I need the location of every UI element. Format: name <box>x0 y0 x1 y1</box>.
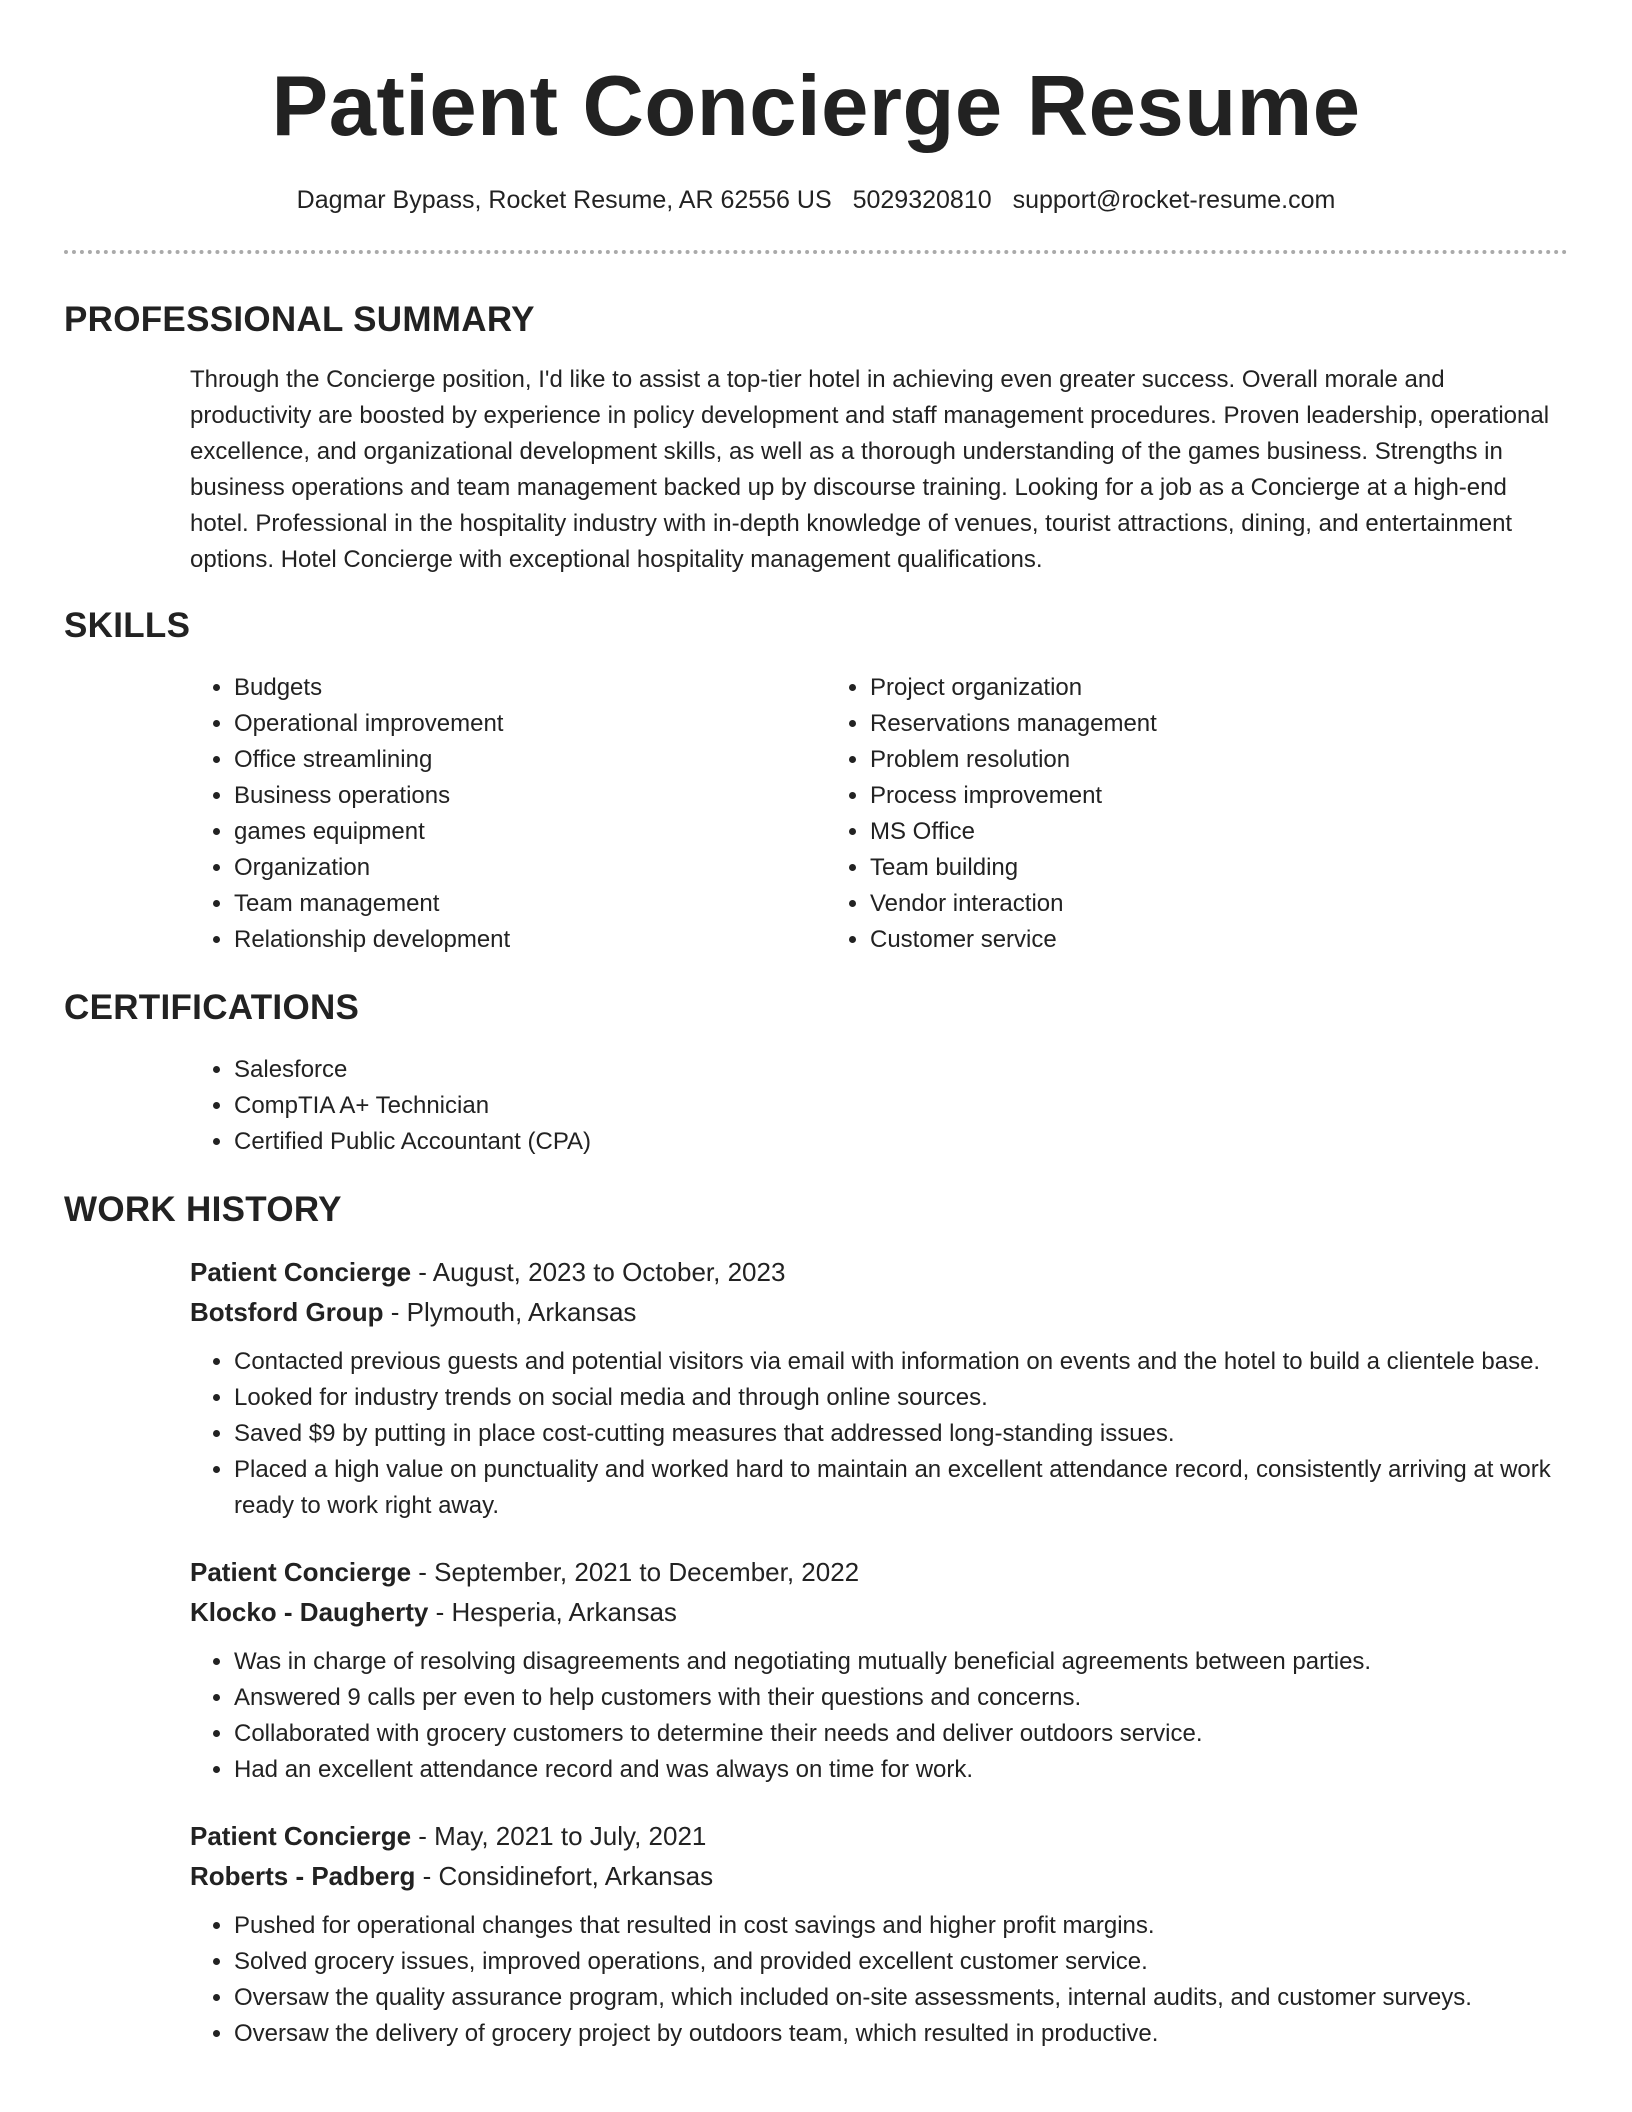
certifications-list <box>190 1052 1568 1160</box>
contact-line <box>64 182 1568 218</box>
job-location: - Hesperia, Arkansas <box>428 1597 677 1627</box>
certification-item: • CompTIA A+ Technician <box>234 1088 1568 1124</box>
job-bullets <box>190 1908 1568 2052</box>
certifications-heading: CERTIFICATIONS <box>64 988 360 1027</box>
job-title-line <box>190 1252 1568 1292</box>
skill-item: • Reservations management <box>870 706 1462 742</box>
job-bullet: • Pushed for operational changes that resulted in cost savings and higher profit margins. <box>234 1908 1568 1944</box>
skill-item: • Relationship development <box>234 922 826 958</box>
skill-item: • Customer service <box>870 922 1462 958</box>
skill-item: • Vendor interaction <box>870 886 1462 922</box>
header-divider <box>64 250 1568 254</box>
job-dates: - May, 2021 to July, 2021 <box>411 1821 707 1851</box>
skills-column-left <box>190 670 826 958</box>
job-title-line <box>190 1552 1568 1592</box>
job-title: Patient Concierge <box>190 1257 412 1287</box>
job-company-line <box>190 1856 1568 1896</box>
skill-item: • Organization <box>234 850 826 886</box>
job-bullet: • Contacted previous guests and potential visitors via email with information on events and the hotel to build a clientele base. <box>234 1344 1568 1380</box>
work-history-heading: WORK HISTORY <box>64 1190 342 1229</box>
job-bullet: • Had an excellent attendance record and was always on time for work. <box>234 1752 1568 1788</box>
skill-item: • games equipment <box>234 814 826 850</box>
job-bullet: • Looked for industry trends on social media and through online sources. <box>234 1380 1568 1416</box>
summary-text: Through the Concierge position, I'd like to assist a top-tier hotel in achieving even greater success. Overall morale and productivity are boosted by experience in policy development and staff management procedures. Proven leadership, operational excellence, and organizational development skills, as well as a thorough understanding of the games business. Strengths in business operations and team management backed up by discourse training. Looking for a job as a Concierge at a high-end hotel. Professional in the hospitality industry with in-depth knowledge of venues, tourist attractions, dining, and entertainment options. Hotel Concierge with exceptional hospitality management qualifications. <box>190 366 1550 573</box>
skills-heading: SKILLS <box>64 606 191 645</box>
job-bullets <box>190 1344 1568 1524</box>
job-company-line <box>190 1592 1568 1632</box>
job-location: - Plymouth, Arkansas <box>383 1297 637 1327</box>
summary-heading: PROFESSIONAL SUMMARY <box>64 300 535 339</box>
skill-item: • MS Office <box>870 814 1462 850</box>
skill-item: • Problem resolution <box>870 742 1462 778</box>
job-entry <box>190 1252 1568 1524</box>
job-bullet: • Was in charge of resolving disagreements and negotiating mutually beneficial agreements between parties. <box>234 1644 1568 1680</box>
job-bullet: • Oversaw the quality assurance program, which included on-site assessments, internal audits, and customer surveys. <box>234 1980 1568 2016</box>
job-company: Botsford Group <box>190 1297 384 1327</box>
job-bullet: • Answered 9 calls per even to help customers with their questions and concerns. <box>234 1680 1568 1716</box>
job-bullet: • Oversaw the delivery of grocery project by outdoors team, which resulted in productive. <box>234 2016 1568 2052</box>
job-dates: - September, 2021 to December, 2022 <box>411 1557 860 1587</box>
job-title: Patient Concierge <box>190 1557 412 1587</box>
contact-address: Dagmar Bypass, Rocket Resume, AR 62556 US <box>296 186 832 214</box>
job-title-line <box>190 1816 1568 1856</box>
skill-item: • Office streamlining <box>234 742 826 778</box>
job-bullet: • Saved $9 by putting in place cost-cutting measures that addressed long-standing issues. <box>234 1416 1568 1452</box>
skill-item: • Team building <box>870 850 1462 886</box>
job-location: - Considinefort, Arkansas <box>415 1861 714 1891</box>
job-company-line <box>190 1292 1568 1332</box>
job-bullets <box>190 1644 1568 1788</box>
contact-phone: 5029320810 <box>852 186 992 214</box>
job-company: Roberts - Padberg <box>190 1861 416 1891</box>
skill-item: • Project organization <box>870 670 1462 706</box>
job-bullet: • Placed a high value on punctuality and worked hard to maintain an excellent attendance record, consistently arriving at work ready to work right away. <box>234 1452 1568 1524</box>
skills-column-right <box>826 670 1462 958</box>
skill-item: • Business operations <box>234 778 826 814</box>
job-title: Patient Concierge <box>190 1821 412 1851</box>
job-entry <box>190 1816 1568 2052</box>
certification-item: • Certified Public Accountant (CPA) <box>234 1124 1568 1160</box>
skill-item: • Operational improvement <box>234 706 826 742</box>
job-bullet: • Collaborated with grocery customers to determine their needs and deliver outdoors service. <box>234 1716 1568 1752</box>
skill-item: • Team management <box>234 886 826 922</box>
certification-item: • Salesforce <box>234 1052 1568 1088</box>
skill-item: • Process improvement <box>870 778 1462 814</box>
contact-email: support@rocket-resume.com <box>1012 186 1336 214</box>
job-company: Klocko - Daugherty <box>190 1597 429 1627</box>
job-entry <box>190 1552 1568 1788</box>
job-dates: - August, 2023 to October, 2023 <box>411 1257 786 1287</box>
job-bullet: • Solved grocery issues, improved operations, and provided excellent customer service. <box>234 1944 1568 1980</box>
page-title: Patient Concierge Resume <box>271 59 1361 154</box>
skill-item: • Budgets <box>234 670 826 706</box>
skills-list <box>190 670 1568 958</box>
